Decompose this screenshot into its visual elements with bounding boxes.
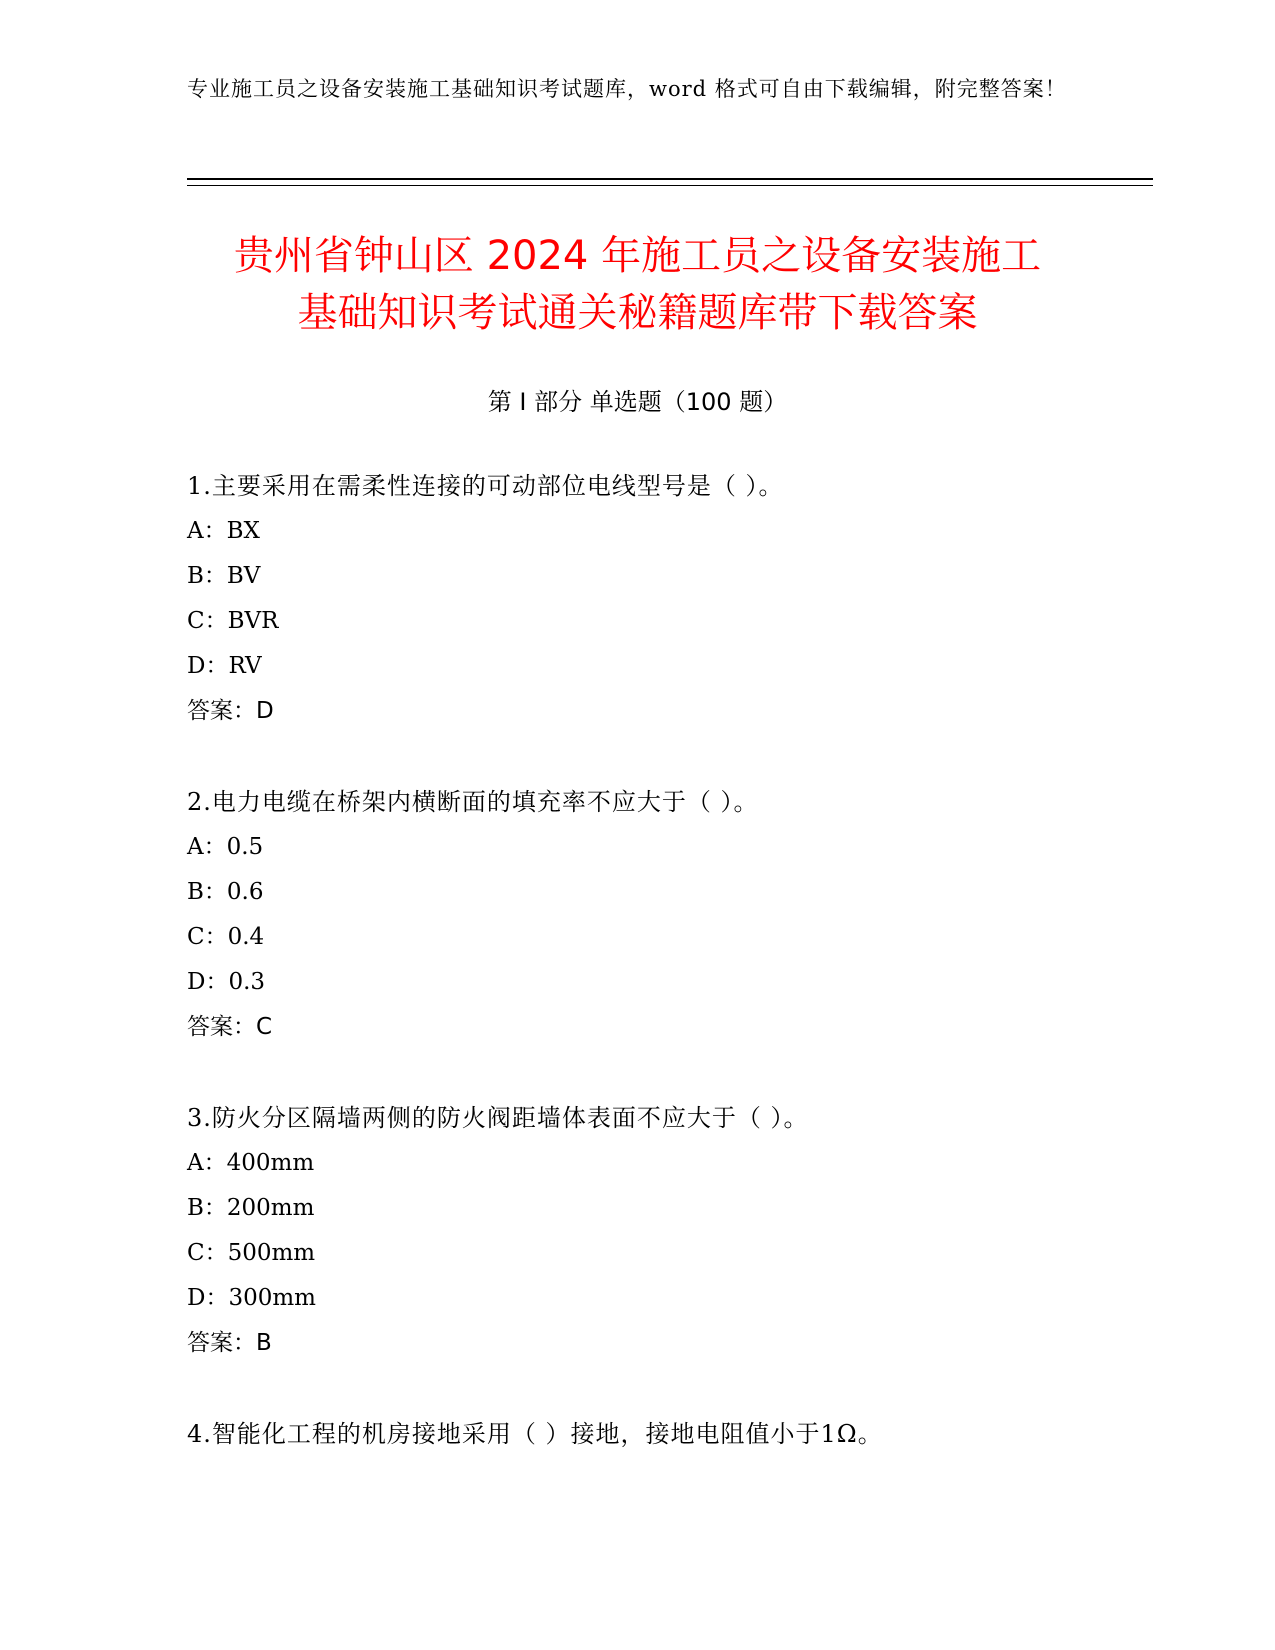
section-heading: 第 I 部分 单选题（100 题） (487, 388, 788, 416)
header-divider-thin (187, 185, 1153, 186)
option-b: B：BV (187, 563, 261, 589)
header-note: 专业施工员之设备安装施工基础知识考试题库，word 格式可自由下载编辑，附完整答案！ (187, 77, 1067, 101)
question-3 (187, 1102, 1147, 1372)
option-a: A：BX (187, 518, 260, 544)
option-c: C：BVR (187, 608, 279, 634)
header-divider-thick (187, 178, 1153, 180)
question-1 (187, 470, 1147, 740)
title-line-1: 贵州省钟山区 2024 年施工员之设备安装施工 (233, 233, 1042, 279)
option-c: C：500mm (187, 1240, 316, 1266)
option-b: B：0.6 (187, 879, 264, 905)
answer: 答案：D (187, 698, 274, 724)
question-stem: 2.电力电缆在桥架内横断面的填充率不应大于（ ）。 (187, 788, 759, 816)
question-2 (187, 786, 1147, 1056)
document-title (150, 228, 1125, 342)
option-c: C：0.4 (187, 924, 265, 950)
question-4 (187, 1418, 1147, 1463)
option-a: A：0.5 (187, 834, 264, 860)
option-d: D：300mm (187, 1285, 316, 1311)
answer: 答案：B (187, 1330, 272, 1356)
question-stem: 4.智能化工程的机房接地采用（ ）接地，接地电阻值小于1Ω。 (187, 1420, 883, 1448)
option-b: B：200mm (187, 1195, 315, 1221)
option-d: D：RV (187, 653, 262, 679)
option-a: A：400mm (187, 1150, 315, 1176)
answer: 答案：C (187, 1014, 273, 1040)
question-stem: 3.防火分区隔墙两侧的防火阀距墙体表面不应大于（ ）。 (187, 1104, 809, 1132)
question-stem: 1.主要采用在需柔性连接的可动部位电线型号是（ ）。 (187, 472, 784, 500)
title-line-2: 基础知识考试通关秘籍题库带下载答案 (297, 290, 978, 336)
option-d: D：0.3 (187, 969, 266, 995)
